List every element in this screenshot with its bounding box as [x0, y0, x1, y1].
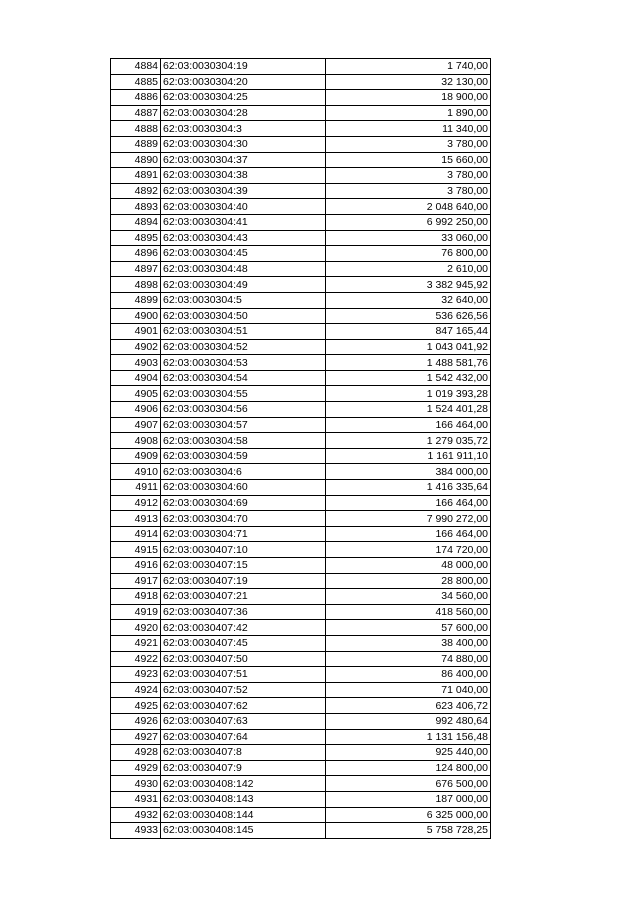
cadastral-number-cell: 62:03:0030304:50 — [161, 308, 326, 324]
row-number-cell: 4908 — [111, 433, 161, 449]
cadastral-number-cell: 62:03:0030408:143 — [161, 791, 326, 807]
table-row — [111, 480, 491, 496]
cadastral-value-cell: 48 000,00 — [326, 558, 491, 574]
table-row — [111, 667, 491, 683]
cadastral-number-cell: 62:03:0030304:20 — [161, 74, 326, 90]
cadastral-number-cell: 62:03:0030407:63 — [161, 713, 326, 729]
cadastral-number-cell: 62:03:0030304:5 — [161, 292, 326, 308]
cadastral-value-table — [110, 58, 491, 839]
table-row — [111, 90, 491, 106]
cadastral-value-cell: 3 382 945,92 — [326, 277, 491, 293]
cadastral-value-cell: 33 060,00 — [326, 230, 491, 246]
row-number-cell: 4905 — [111, 386, 161, 402]
cadastral-value-cell: 676 500,00 — [326, 776, 491, 792]
cadastral-value-cell: 1 740,00 — [326, 59, 491, 75]
row-number-cell: 4927 — [111, 729, 161, 745]
row-number-cell: 4922 — [111, 651, 161, 667]
cadastral-number-cell: 62:03:0030304:53 — [161, 355, 326, 371]
document-page — [110, 58, 490, 839]
cadastral-value-cell: 174 720,00 — [326, 542, 491, 558]
cadastral-value-cell: 6 992 250,00 — [326, 214, 491, 230]
row-number-cell: 4915 — [111, 542, 161, 558]
table-row — [111, 370, 491, 386]
row-number-cell: 4921 — [111, 635, 161, 651]
cadastral-value-cell: 536 626,56 — [326, 308, 491, 324]
cadastral-number-cell: 62:03:0030304:3 — [161, 121, 326, 137]
row-number-cell: 4892 — [111, 183, 161, 199]
cadastral-value-cell: 71 040,00 — [326, 682, 491, 698]
row-number-cell: 4888 — [111, 121, 161, 137]
cadastral-value-cell: 166 464,00 — [326, 417, 491, 433]
row-number-cell: 4932 — [111, 807, 161, 823]
table-row — [111, 152, 491, 168]
table-row — [111, 542, 491, 558]
row-number-cell: 4891 — [111, 168, 161, 184]
cadastral-value-cell: 11 340,00 — [326, 121, 491, 137]
table-row — [111, 495, 491, 511]
row-number-cell: 4928 — [111, 745, 161, 761]
cadastral-number-cell: 62:03:0030304:43 — [161, 230, 326, 246]
cadastral-value-cell: 124 800,00 — [326, 760, 491, 776]
row-number-cell: 4899 — [111, 292, 161, 308]
table-row — [111, 511, 491, 527]
table-row — [111, 823, 491, 839]
cadastral-number-cell: 62:03:0030407:21 — [161, 589, 326, 605]
cadastral-value-cell: 15 660,00 — [326, 152, 491, 168]
row-number-cell: 4910 — [111, 464, 161, 480]
cadastral-value-cell: 57 600,00 — [326, 620, 491, 636]
cadastral-value-cell: 418 560,00 — [326, 604, 491, 620]
cadastral-value-cell: 992 480,64 — [326, 713, 491, 729]
cadastral-number-cell: 62:03:0030304:37 — [161, 152, 326, 168]
cadastral-number-cell: 62:03:0030304:45 — [161, 246, 326, 262]
row-number-cell: 4912 — [111, 495, 161, 511]
table-row — [111, 698, 491, 714]
table-row — [111, 604, 491, 620]
table-row — [111, 292, 491, 308]
row-number-cell: 4918 — [111, 589, 161, 605]
row-number-cell: 4903 — [111, 355, 161, 371]
cadastral-number-cell: 62:03:0030407:42 — [161, 620, 326, 636]
table-row — [111, 339, 491, 355]
cadastral-value-cell: 3 780,00 — [326, 136, 491, 152]
row-number-cell: 4886 — [111, 90, 161, 106]
cadastral-number-cell: 62:03:0030408:145 — [161, 823, 326, 839]
row-number-cell: 4933 — [111, 823, 161, 839]
row-number-cell: 4919 — [111, 604, 161, 620]
cadastral-value-cell: 32 640,00 — [326, 292, 491, 308]
row-number-cell: 4894 — [111, 214, 161, 230]
table-row — [111, 121, 491, 137]
cadastral-number-cell: 62:03:0030304:58 — [161, 433, 326, 449]
table-row — [111, 620, 491, 636]
table-row — [111, 776, 491, 792]
table-row — [111, 433, 491, 449]
cadastral-value-cell: 1 131 156,48 — [326, 729, 491, 745]
row-number-cell: 4885 — [111, 74, 161, 90]
cadastral-value-cell: 2 048 640,00 — [326, 199, 491, 215]
row-number-cell: 4898 — [111, 277, 161, 293]
table-row — [111, 386, 491, 402]
cadastral-number-cell: 62:03:0030304:30 — [161, 136, 326, 152]
cadastral-value-cell: 3 780,00 — [326, 168, 491, 184]
table-row — [111, 277, 491, 293]
table-row — [111, 729, 491, 745]
row-number-cell: 4890 — [111, 152, 161, 168]
table-row — [111, 791, 491, 807]
row-number-cell: 4895 — [111, 230, 161, 246]
row-number-cell: 4916 — [111, 558, 161, 574]
cadastral-number-cell: 62:03:0030407:62 — [161, 698, 326, 714]
table-row — [111, 589, 491, 605]
row-number-cell: 4924 — [111, 682, 161, 698]
cadastral-number-cell: 62:03:0030304:41 — [161, 214, 326, 230]
table-row — [111, 230, 491, 246]
cadastral-number-cell: 62:03:0030304:6 — [161, 464, 326, 480]
table-row — [111, 745, 491, 761]
cadastral-number-cell: 62:03:0030407:51 — [161, 667, 326, 683]
cadastral-value-cell: 847 165,44 — [326, 324, 491, 340]
table-row — [111, 526, 491, 542]
cadastral-number-cell: 62:03:0030407:19 — [161, 573, 326, 589]
row-number-cell: 4929 — [111, 760, 161, 776]
row-number-cell: 4906 — [111, 402, 161, 418]
row-number-cell: 4907 — [111, 417, 161, 433]
cadastral-number-cell: 62:03:0030304:49 — [161, 277, 326, 293]
table-row — [111, 105, 491, 121]
cadastral-number-cell: 62:03:0030304:39 — [161, 183, 326, 199]
cadastral-value-cell: 32 130,00 — [326, 74, 491, 90]
row-number-cell: 4887 — [111, 105, 161, 121]
cadastral-value-cell: 384 000,00 — [326, 464, 491, 480]
cadastral-number-cell: 62:03:0030407:8 — [161, 745, 326, 761]
cadastral-number-cell: 62:03:0030304:71 — [161, 526, 326, 542]
cadastral-value-cell: 6 325 000,00 — [326, 807, 491, 823]
cadastral-value-cell: 187 000,00 — [326, 791, 491, 807]
cadastral-number-cell: 62:03:0030304:38 — [161, 168, 326, 184]
cadastral-value-cell: 1 488 581,76 — [326, 355, 491, 371]
row-number-cell: 4914 — [111, 526, 161, 542]
cadastral-number-cell: 62:03:0030408:142 — [161, 776, 326, 792]
row-number-cell: 4925 — [111, 698, 161, 714]
cadastral-value-cell: 74 880,00 — [326, 651, 491, 667]
cadastral-number-cell: 62:03:0030407:50 — [161, 651, 326, 667]
row-number-cell: 4920 — [111, 620, 161, 636]
table-row — [111, 464, 491, 480]
cadastral-value-cell: 1 279 035,72 — [326, 433, 491, 449]
cadastral-value-cell: 1 524 401,28 — [326, 402, 491, 418]
cadastral-value-cell: 925 440,00 — [326, 745, 491, 761]
cadastral-number-cell: 62:03:0030407:64 — [161, 729, 326, 745]
cadastral-value-cell: 1 019 393,28 — [326, 386, 491, 402]
cadastral-value-cell: 3 780,00 — [326, 183, 491, 199]
row-number-cell: 4917 — [111, 573, 161, 589]
table-row — [111, 558, 491, 574]
cadastral-value-cell: 623 406,72 — [326, 698, 491, 714]
row-number-cell: 4923 — [111, 667, 161, 683]
row-number-cell: 4884 — [111, 59, 161, 75]
row-number-cell: 4911 — [111, 480, 161, 496]
cadastral-value-cell: 166 464,00 — [326, 526, 491, 542]
table-row — [111, 417, 491, 433]
table-row — [111, 448, 491, 464]
cadastral-value-cell: 1 416 335,64 — [326, 480, 491, 496]
cadastral-number-cell: 62:03:0030304:55 — [161, 386, 326, 402]
row-number-cell: 4889 — [111, 136, 161, 152]
cadastral-number-cell: 62:03:0030304:69 — [161, 495, 326, 511]
table-row — [111, 168, 491, 184]
cadastral-number-cell: 62:03:0030407:45 — [161, 635, 326, 651]
table-row — [111, 214, 491, 230]
cadastral-number-cell: 62:03:0030304:70 — [161, 511, 326, 527]
cadastral-number-cell: 62:03:0030408:144 — [161, 807, 326, 823]
table-row — [111, 713, 491, 729]
cadastral-value-cell: 2 610,00 — [326, 261, 491, 277]
row-number-cell: 4931 — [111, 791, 161, 807]
row-number-cell: 4904 — [111, 370, 161, 386]
cadastral-number-cell: 62:03:0030304:28 — [161, 105, 326, 121]
table-row — [111, 651, 491, 667]
table-row — [111, 573, 491, 589]
table-row — [111, 261, 491, 277]
table-row — [111, 324, 491, 340]
cadastral-number-cell: 62:03:0030304:48 — [161, 261, 326, 277]
cadastral-number-cell: 62:03:0030304:52 — [161, 339, 326, 355]
cadastral-number-cell: 62:03:0030407:10 — [161, 542, 326, 558]
cadastral-value-cell: 166 464,00 — [326, 495, 491, 511]
table-row — [111, 74, 491, 90]
row-number-cell: 4926 — [111, 713, 161, 729]
cadastral-number-cell: 62:03:0030304:40 — [161, 199, 326, 215]
table-row — [111, 682, 491, 698]
cadastral-value-cell: 34 560,00 — [326, 589, 491, 605]
cadastral-value-cell: 7 990 272,00 — [326, 511, 491, 527]
cadastral-number-cell: 62:03:0030304:51 — [161, 324, 326, 340]
cadastral-number-cell: 62:03:0030407:9 — [161, 760, 326, 776]
cadastral-value-cell: 86 400,00 — [326, 667, 491, 683]
cadastral-number-cell: 62:03:0030304:57 — [161, 417, 326, 433]
cadastral-value-cell: 18 900,00 — [326, 90, 491, 106]
row-number-cell: 4913 — [111, 511, 161, 527]
row-number-cell: 4902 — [111, 339, 161, 355]
cadastral-number-cell: 62:03:0030304:59 — [161, 448, 326, 464]
table-row — [111, 355, 491, 371]
table-row — [111, 136, 491, 152]
cadastral-number-cell: 62:03:0030304:60 — [161, 480, 326, 496]
row-number-cell: 4897 — [111, 261, 161, 277]
cadastral-number-cell: 62:03:0030304:19 — [161, 59, 326, 75]
table-body — [111, 59, 491, 839]
table-row — [111, 59, 491, 75]
cadastral-number-cell: 62:03:0030304:54 — [161, 370, 326, 386]
table-row — [111, 807, 491, 823]
row-number-cell: 4930 — [111, 776, 161, 792]
cadastral-number-cell: 62:03:0030407:15 — [161, 558, 326, 574]
cadastral-value-cell: 1 890,00 — [326, 105, 491, 121]
cadastral-number-cell: 62:03:0030407:36 — [161, 604, 326, 620]
cadastral-value-cell: 1 043 041,92 — [326, 339, 491, 355]
row-number-cell: 4900 — [111, 308, 161, 324]
row-number-cell: 4896 — [111, 246, 161, 262]
table-row — [111, 308, 491, 324]
table-row — [111, 635, 491, 651]
row-number-cell: 4909 — [111, 448, 161, 464]
cadastral-value-cell: 28 800,00 — [326, 573, 491, 589]
cadastral-value-cell: 38 400,00 — [326, 635, 491, 651]
cadastral-value-cell: 1 542 432,00 — [326, 370, 491, 386]
cadastral-number-cell: 62:03:0030407:52 — [161, 682, 326, 698]
cadastral-value-cell: 5 758 728,25 — [326, 823, 491, 839]
table-row — [111, 402, 491, 418]
cadastral-value-cell: 1 161 911,10 — [326, 448, 491, 464]
table-row — [111, 246, 491, 262]
table-row — [111, 183, 491, 199]
table-row — [111, 760, 491, 776]
table-row — [111, 199, 491, 215]
cadastral-number-cell: 62:03:0030304:25 — [161, 90, 326, 106]
cadastral-number-cell: 62:03:0030304:56 — [161, 402, 326, 418]
row-number-cell: 4893 — [111, 199, 161, 215]
row-number-cell: 4901 — [111, 324, 161, 340]
cadastral-value-cell: 76 800,00 — [326, 246, 491, 262]
